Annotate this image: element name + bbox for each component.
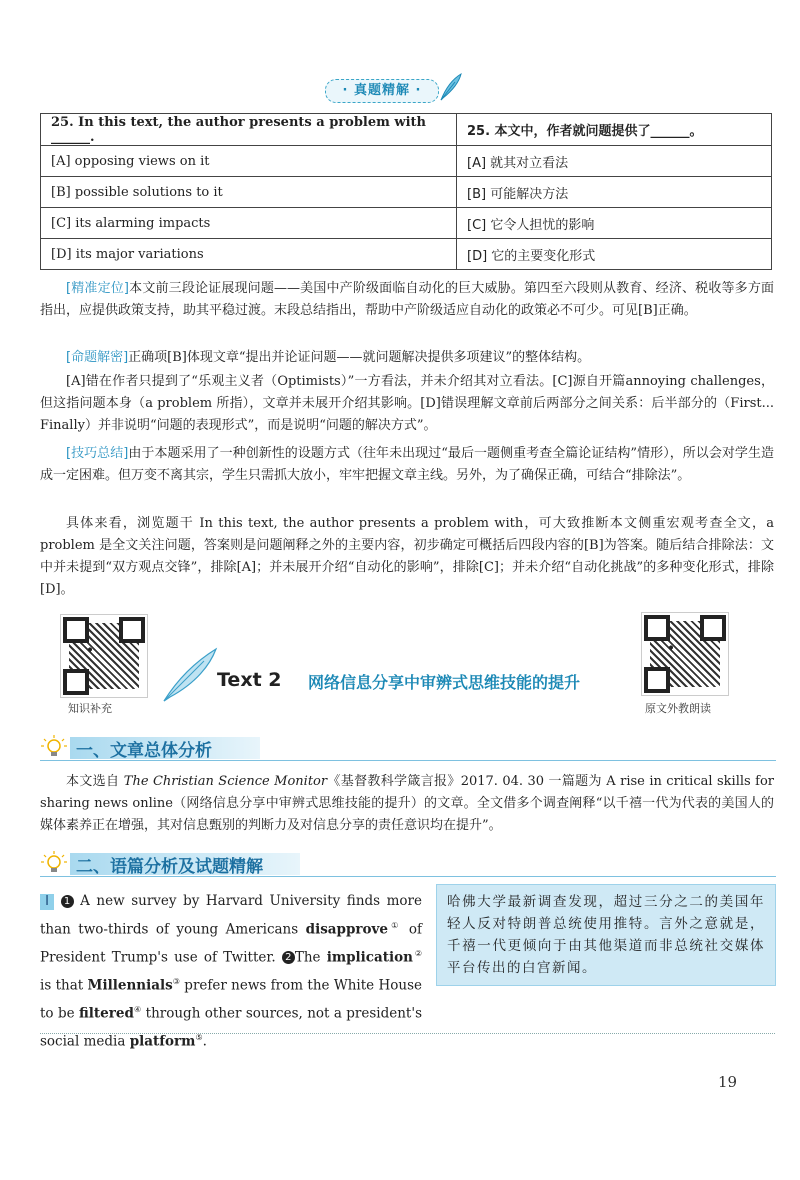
option-c-cn: [C] 它令人担忧的影响 [457,208,772,239]
tag-skill-summary: [技巧总结] [66,446,129,461]
translation-box [436,884,776,986]
table-row [41,146,772,177]
option-b-cn: [B] 可能解决方法 [457,177,772,208]
paragraph-marker: I [40,894,54,910]
section-badge: · 真题精解 · [325,79,439,103]
table-row [41,177,772,208]
section-heading-discourse-analysis: 二、语篇分析及试题精解 [40,851,780,877]
divider [40,1033,775,1034]
question-en: 25. In this text, the author presents a problem with ______. [41,114,457,146]
qr-code-knowledge[interactable] [60,614,148,698]
option-d-cn: [D] 它的主要变化形式 [457,239,772,270]
table-row [41,208,772,239]
lightbulb-icon [40,851,68,877]
analysis-paragraph-3: [A]错在作者只提到了“乐观主义者（Optimists）”一方看法，并未介绍其对立看法。[C]源自开篇annoying challenges，但这指问题本身（a problem 所指），文章并未展开介绍其影响。[D]错误理解文章前后两部分之间关系：后半部分的（First... Finally）并非说明“问题的表现形式”，而是说明“问题的解决方式”。 [40,374,774,433]
vocab-implication: implication [326,949,413,965]
option-a-cn: [A] 就其对立看法 [457,146,772,177]
passage-paragraph-1: I 1 A new survey by Harvard University finds more than two-thirds of young Americans disapprove① of President Trump's use of Twitter. 2 The implication② is that Millennials③ prefer news from the White House to be filtered④ through other sources, not a president's social media platform⑤. [40,893,423,1049]
qr-label-reading: 原文外教朗读 [645,702,711,715]
section-heading-overall-analysis: 一、文章总体分析 [40,735,780,761]
vocab-filtered: filtered [78,1005,134,1021]
source-title: The Christian Science Monitor [123,774,328,789]
option-a-en: [A] opposing views on it [41,146,457,177]
feather-icon [437,72,463,102]
text-number: Text 2 [217,669,282,691]
vocab-platform: platform [129,1033,196,1049]
vocab-millennials: Millennials [87,977,173,993]
overall-analysis-text: 本文选自 The Christian Science Monitor《基督教科学箴言报》2017. 04. 30 一篇题为 A rise in critical skills for sharing news online（网络信息分享中审辨式思维技能的提升）的文章。全文借多个调查阐释“以千禧一代为代表的美国人的媒体素养正在增强，其对信息甄别的判断力及对信息分享的责任意识均在提升”。 [40,774,774,833]
tag-precise-location: [精准定位] [66,281,129,296]
analysis-paragraph-2: [命题解密]正确项[B]体现文章“提出并论证问题——就问题解决提供多项建议”的整体结构。 [66,350,591,365]
qr-code-reading[interactable] [641,612,729,696]
page-number: 19 [718,1073,738,1091]
analysis-paragraph-1: [精准定位]本文前三段论证展现问题——美国中产阶级面临自动化的巨大威胁。第四至六段则从教育、经济、税收等多方面指出，应提供政策支持，助其平稳过渡。末段总结指出，帮助中产阶级适应自动化的政策必不可少。可见[B]正确。 [40,281,774,318]
option-b-en: [B] possible solutions to it [41,177,457,208]
table-row [41,239,772,270]
question-table [40,113,772,270]
option-d-en: [D] its major variations [41,239,457,270]
quill-pen-icon [160,645,218,703]
qr-label-knowledge: 知识补充 [68,702,112,715]
question-cn: 25. 本文中，作者就问题提供了______。 [457,114,772,146]
text-title: 网络信息分享中审辨式思维技能的提升 [308,673,581,692]
tag-question-decode: [命题解密] [66,350,129,365]
option-c-en: [C] its alarming impacts [41,208,457,239]
analysis-paragraph-4: [技巧总结]由于本题采用了一种创新性的设题方式（往年未出现过“最后一题侧重考查全篇论证结构”情形），所以会对学生造成一定困难。但万变不离其宗，学生只需抓大放小，牢牢把握文章主线。另外，为了确保正确，可结合“排除法”。 [40,446,774,483]
vocab-disapprove: disapprove [305,921,388,937]
analysis-paragraph-5: 具体来看，浏览题干 In this text, the author presents a problem with，可大致推断本文侧重宏观考查全文，a problem 是全文关注问题，答案则是问题阐释之外的主要内容，初步确定可概括后四段内容的[B]为答案。随后结合排除法：文中并未提到“双方观点交锋”，排除[A]；并未展开介绍“自动化的影响”，排除[C]；并未介绍“自动化挑战”的多种变化形式，排除[D]。 [40,516,774,597]
lightbulb-icon [40,735,68,761]
sentence-marker-1: 1 [61,895,74,908]
translation-text: 哈佛大学最新调查发现，超过三分之二的美国年轻人反对特朗普总统使用推特。言外之意就是，千禧一代更倾向于由其他渠道而非总统社交媒体平台传出的白宫新闻。 [447,894,765,976]
table-row [41,114,772,146]
sentence-marker-2: 2 [282,951,295,964]
